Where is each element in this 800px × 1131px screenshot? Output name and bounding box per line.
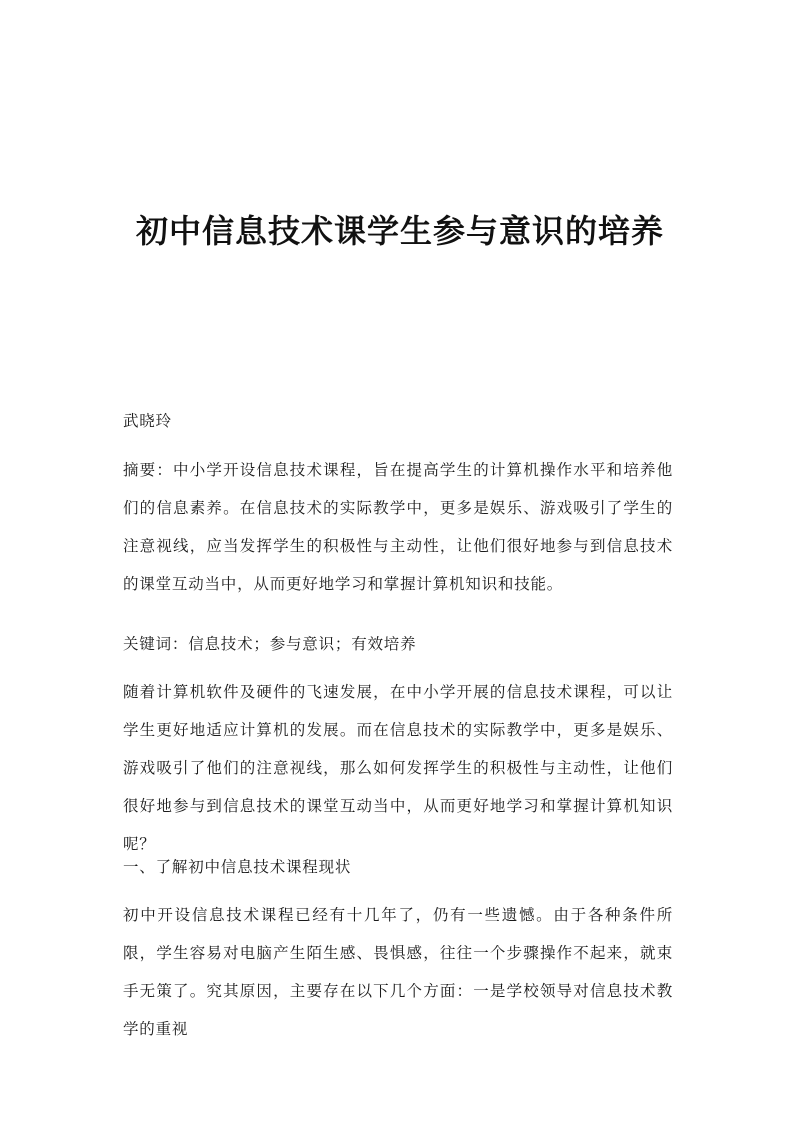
section-heading: 一、了解初中信息技术课程现状	[123, 858, 352, 876]
abstract-paragraph: 摘要：中小学开设信息技术课程，旨在提高学生的计算机操作水平和培养他们的信息素养。在信息技术的实际教学中，更多是娱乐、游戏吸引了学生的注意视线，应当发挥学生的积极性与主动性，让他们很好地参与到信息技术的课堂互动当中，从而更好地学习和掌握计算机知识和技能。	[123, 461, 673, 593]
intro-paragraph: 随着计算机软件及硬件的飞速发展，在中小学开展的信息技术课程，可以让学生更好地适应计算机的发展。而在信息技术的实际教学中，更多是娱乐、游戏吸引了他们的注意视线，那么如何发挥学生的积极性与主动性，让他们很好地参与到信息技术的课堂互动当中，从而更好地学习和掌握计算机知识呢？	[123, 683, 673, 853]
section-paragraph: 初中开设信息技术课程已经有十几年了，仍有一些遗憾。由于各种条件所限，学生容易对电脑产生陌生感、畏惧感，往往一个步骤操作不起来，就束手无策了。究其原因，主要存在以下几个方面：一是学校领导对信息技术教学的重视	[123, 906, 673, 1038]
keywords-line: 关键词：信息技术；参与意识；有效培养	[123, 635, 417, 653]
document-title: 初中信息技术课学生参与意识的培养	[135, 212, 664, 251]
author-name: 武晓玲	[123, 412, 172, 430]
